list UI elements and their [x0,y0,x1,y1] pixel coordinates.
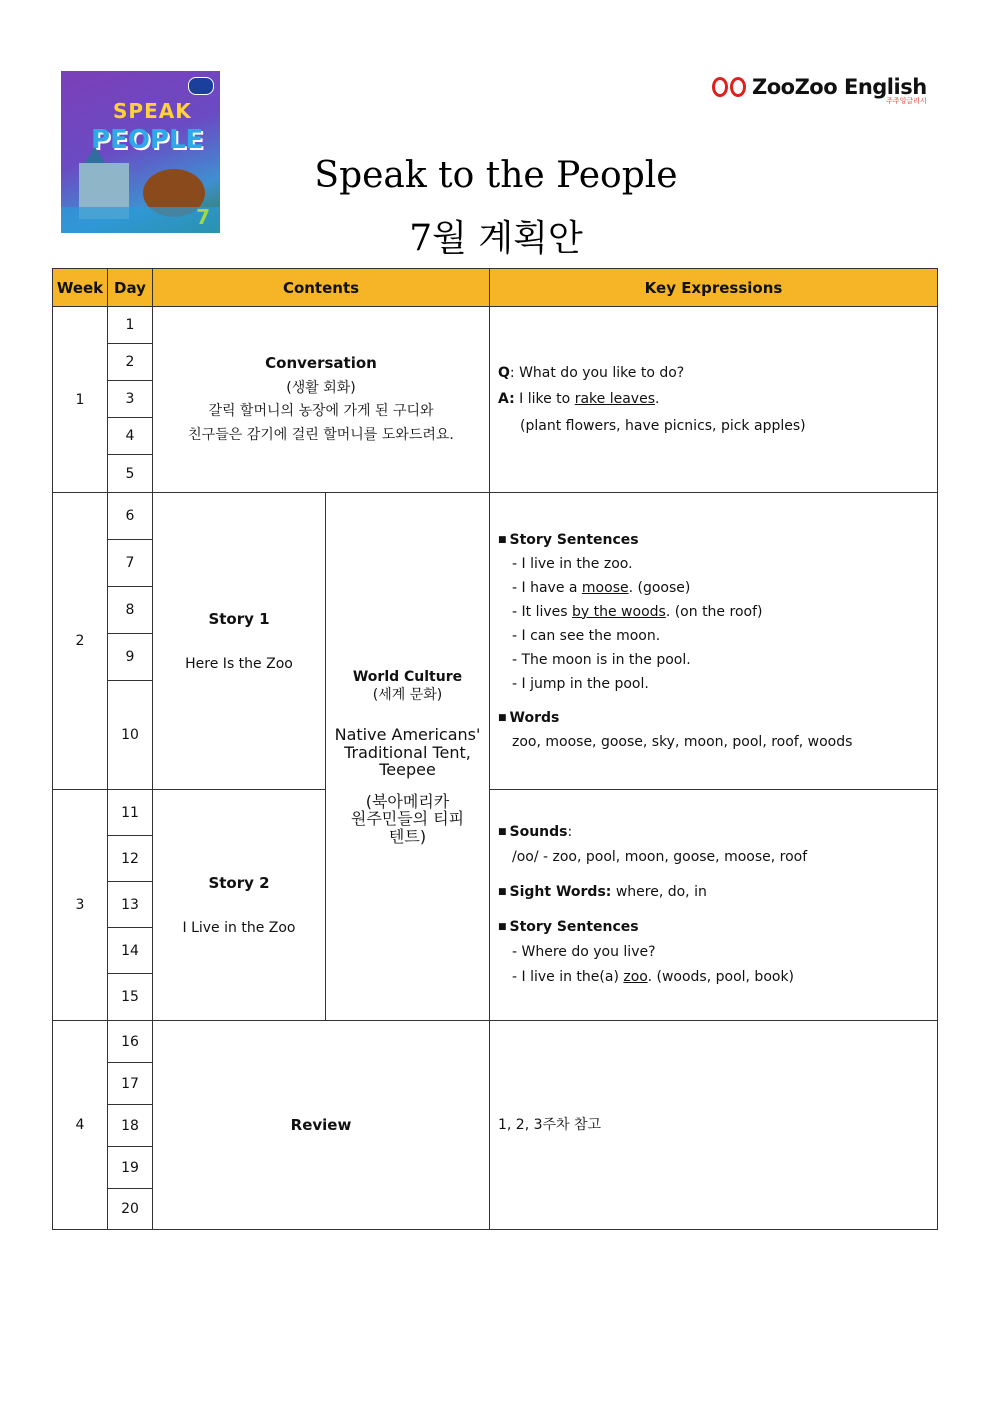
day-cell: 10 [108,681,153,790]
story1-name: Here Is the Zoo [185,656,293,672]
sentence-pre: - I have a [512,579,582,596]
week-cell: 2 [53,493,108,790]
week-cell: 1 [53,307,108,493]
day-cell: 15 [108,974,153,1021]
day-cell: 2 [108,344,153,381]
culture-ko2: 원주민들의 티피 [350,809,465,829]
bullet-square-icon: ■ [498,827,507,838]
q-text: : What do you like to do? [509,364,685,381]
header-key-expressions: Key Expressions [490,269,938,307]
week4-key-expressions: 1, 2, 3주차 참고 [490,1021,938,1230]
day-cell: 12 [108,836,153,882]
day-cell: 5 [108,455,153,493]
story-sentences-label: Story Sentences [509,531,639,548]
book-cover-image [61,71,220,233]
a-post: . [654,391,660,408]
sentence: - I jump in the pool. [512,676,649,693]
week-cell: 3 [53,790,108,1021]
story2-cell [153,790,326,1021]
sentence-post: . (on the roof) [665,603,763,620]
day-cell: 19 [108,1147,153,1189]
day-cell: 9 [108,634,153,681]
day-cell: 14 [108,928,153,974]
table-row [53,493,938,540]
page-title: Speak to the People [314,155,678,196]
sounds-label: Sounds [509,824,568,841]
sentence-underline: zoo [623,968,648,985]
header-contents: Contents [153,269,490,307]
day-cell: 17 [108,1063,153,1105]
day-cell: 4 [108,418,153,455]
zoozoo-logo [712,72,927,105]
a-alternatives: (plant flowers, have picnics, pick apples) [520,417,806,434]
bullet-square-icon: ■ [498,713,507,724]
week1-contents [153,307,490,493]
bullet-square-icon: ■ [498,534,507,545]
a-pre: I like to [514,391,575,408]
day-cell: 6 [108,493,153,540]
sentence: - Where do you live? [512,943,656,960]
sentence-underline: by the woods [572,603,666,620]
culture-line3: Teepee [379,760,436,780]
sounds-colon: : [567,824,573,841]
culture-line2: Traditional Tent, [344,742,471,762]
day-cell: 7 [108,540,153,587]
logo-sub: 주주잉글리시 [886,97,927,105]
culture-ko1: (북아메리카 [365,791,450,811]
culture-line1: Native Americans' [334,724,481,744]
sentence-post: . (goose) [628,579,691,596]
sentence-pre: - I live in the(a) [512,968,624,985]
day-cell: 20 [108,1189,153,1230]
story2-name: I Live in the Zoo [182,920,296,936]
words-list: zoo, moose, goose, sky, moon, pool, roof, woods [512,734,853,751]
logo-eyes-icon [712,77,746,97]
table-row [53,790,938,836]
day-cell: 18 [108,1105,153,1147]
review-cell: Review [153,1021,490,1230]
header-week: Week [53,269,108,307]
culture-sub: (세계 문화) [372,686,443,703]
cover-people-text: PEOPLE [91,125,204,155]
world-badge-icon [188,77,214,95]
story-sentences-label: Story Sentences [509,919,639,935]
a-label: A: [498,391,515,408]
logo-name: ZooZoo English [752,75,927,99]
q-label: Q [498,364,510,381]
week-cell: 4 [53,1021,108,1230]
day-cell: 8 [108,587,153,634]
week1-key-expressions [490,307,938,493]
sentence-underline: moose [581,579,629,596]
conversation-line1: 갈릭 할머니의 농장에 가게 된 구디와 [208,403,434,420]
cover-number: 7 [196,205,210,229]
sight-words-list: where, do, in [611,884,707,901]
story2-title: Story 2 [208,874,270,892]
bullet-square-icon: ■ [498,922,507,932]
conversation-sub: (생활 회화) [286,379,356,396]
sentence-post: . (woods, pool, book) [647,968,795,985]
sentence-pre: - It lives [512,603,572,620]
table-row [53,307,938,344]
day-cell: 1 [108,307,153,344]
story1-cell [153,493,326,790]
cover-speak-text: SPEAK [113,99,192,123]
sentence: - I live in the zoo. [512,555,633,572]
table-row [53,1021,938,1063]
week2-key-expressions [490,493,938,790]
plan-table [52,268,938,1230]
sentence: - The moon is in the pool. [512,652,691,669]
conversation-line2: 친구들은 감기에 걸린 할머니를 도와드려요. [188,427,454,444]
a-underline: rake leaves [574,391,655,408]
conversation-title: Conversation [265,354,377,373]
day-cell: 11 [108,790,153,836]
story1-title: Story 1 [208,610,270,628]
day-cell: 16 [108,1021,153,1063]
day-cell: 13 [108,882,153,928]
sentence: - I can see the moon. [512,627,661,644]
culture-title: World Culture [352,668,463,685]
bullet-square-icon: ■ [498,887,507,898]
table-header-row [53,269,938,307]
world-culture-cell [326,493,490,1021]
header-day: Day [108,269,153,307]
culture-ko3: 텐트) [388,826,427,846]
week3-key-expressions [490,790,938,1021]
day-cell: 3 [108,381,153,418]
page-subtitle: 7월 계획안 [409,218,583,259]
sight-words-label: Sight Words: [509,884,612,901]
sounds-list: /oo/ - zoo, pool, moon, goose, moose, roof [512,849,808,866]
words-label: Words [509,710,560,727]
